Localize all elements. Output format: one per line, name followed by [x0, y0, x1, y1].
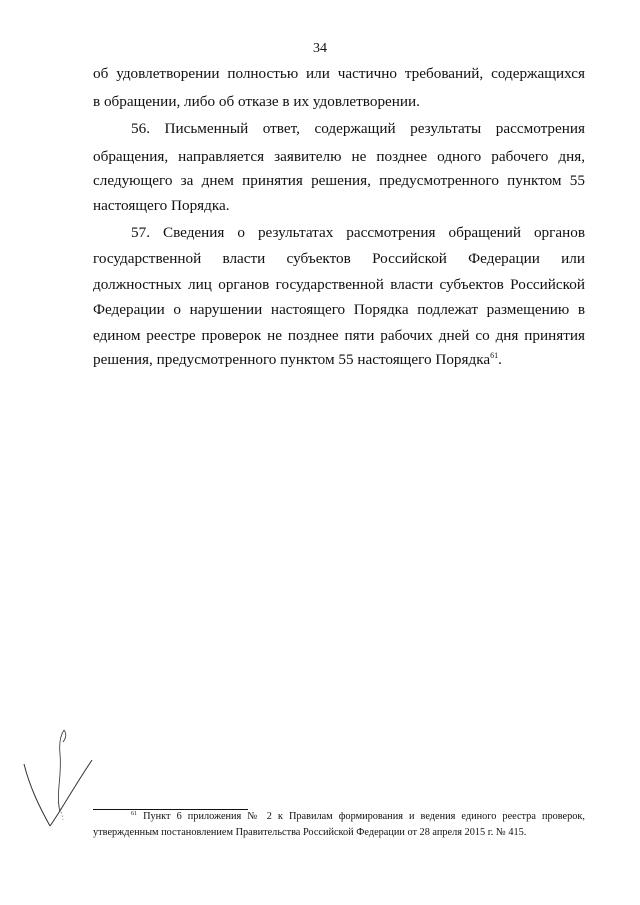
body-line: едином реестре проверок не позднее пяти рабочих дней со дня принятия	[93, 327, 585, 344]
signature	[20, 728, 100, 833]
footnote-line-1	[131, 811, 585, 823]
paragraph-56-start: 56. Письменный ответ, содержащий результаты рассмотрения	[131, 120, 585, 137]
body-line: Федерации о нарушении настоящего Порядка подлежат размещению в	[93, 301, 585, 318]
paragraph-57-start: 57. Сведения о результатах рассмотрения обращений органов	[131, 224, 585, 241]
body-line: должностных лиц органов государственной власти субъектов Российской	[93, 276, 585, 293]
body-line: обращения, направляется заявителю не позднее одного рабочего дня,	[93, 148, 585, 165]
sentence-period: .	[498, 351, 502, 368]
page-number: 34	[313, 41, 327, 56]
footnote-line-2: утвержденным постановлением Правительства Российской Федерации от 28 апреля 2015 г. № 415.	[93, 827, 527, 838]
body-line: настоящего Порядка.	[93, 197, 230, 214]
footnote-number: 61	[131, 811, 137, 817]
footnote-separator	[93, 809, 248, 810]
body-line: следующего за днем принятия решения, предусмотренного пунктом 55	[93, 172, 585, 189]
body-line: государственной власти субъектов Российской Федерации или	[93, 250, 585, 267]
body-line-last	[93, 351, 585, 368]
footnote-text: Пункт 6 приложения № 2 к Правилам формирования и ведения единого реестра проверок,	[143, 811, 585, 822]
footnote-reference: 61	[490, 351, 499, 360]
body-line: об удовлетворении полностью или частично требований, содержащихся	[93, 65, 585, 82]
body-line: в обращении, либо об отказе в их удовлетворении.	[93, 93, 420, 110]
body-text: решения, предусмотренного пунктом 55 настоящего Порядка	[93, 351, 491, 368]
